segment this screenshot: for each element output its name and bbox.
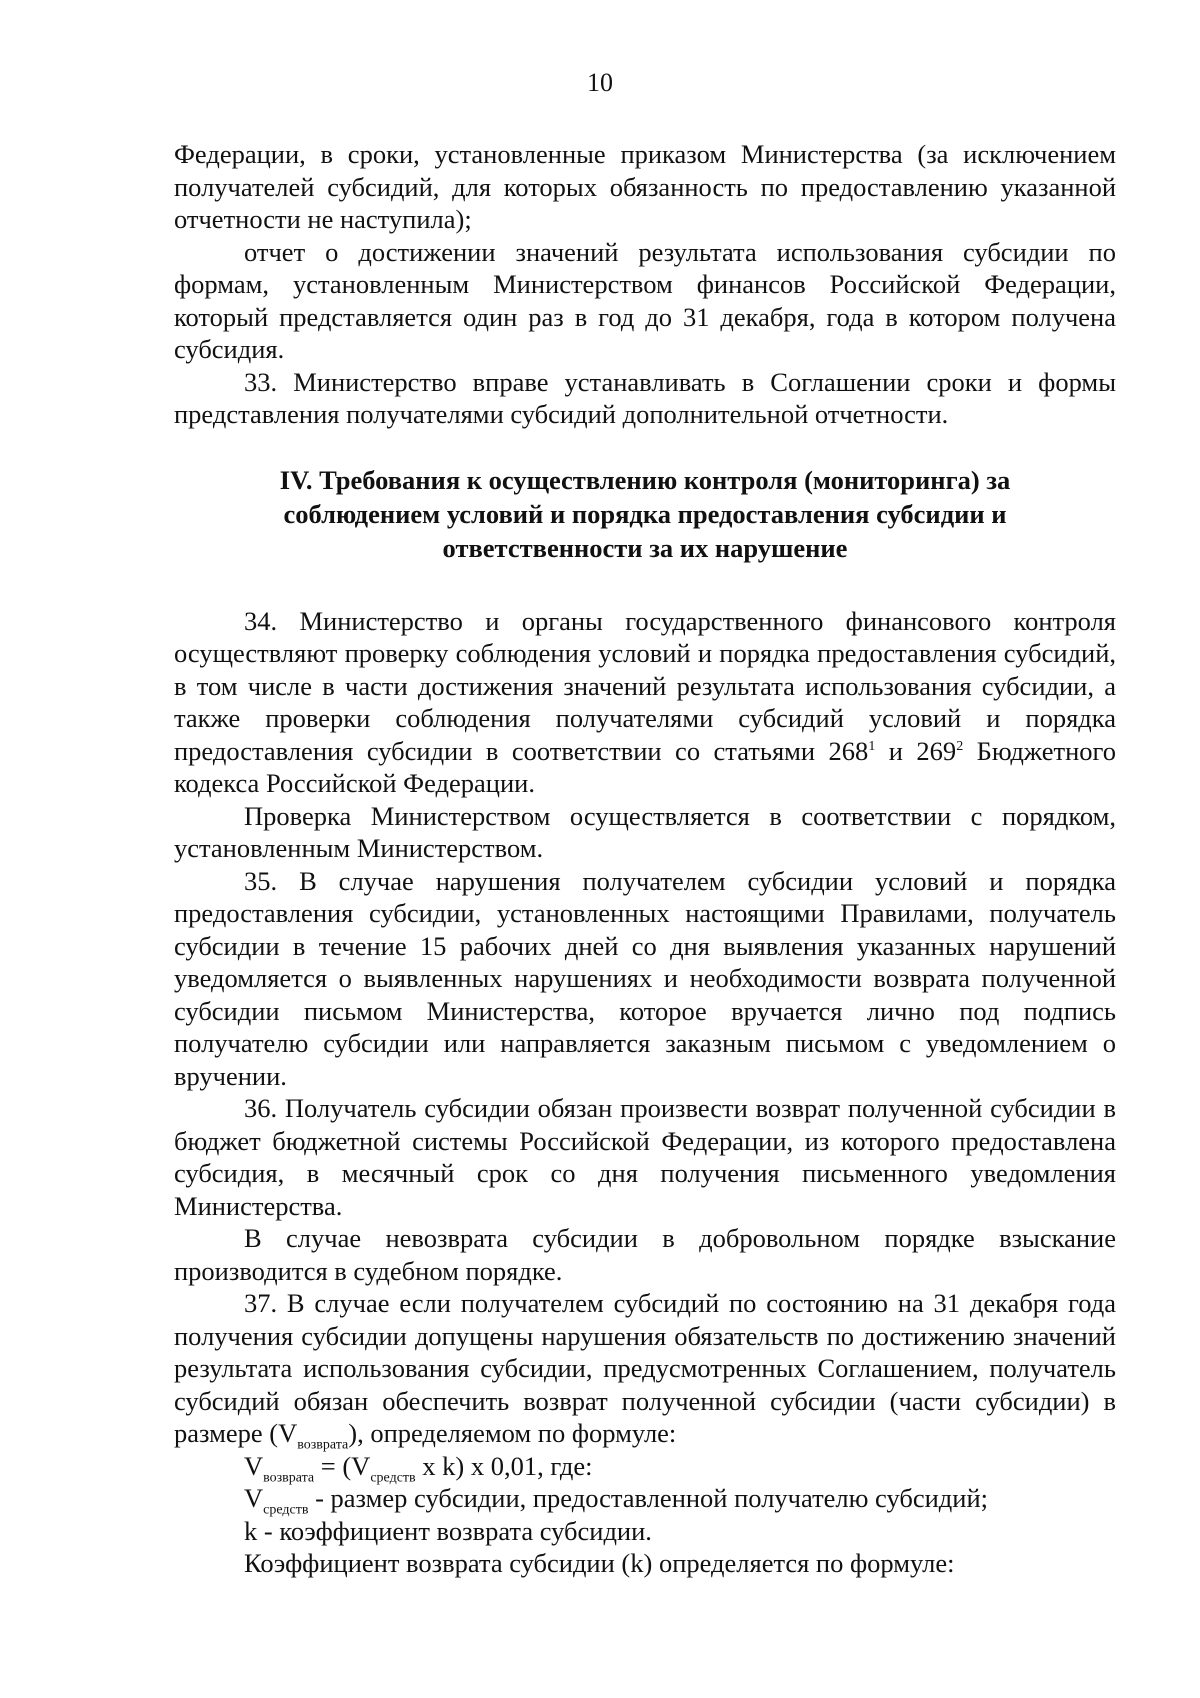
paragraph-coefficient: Коэффициент возврата субсидии (k) определяется по формуле: <box>244 1548 955 1578</box>
definition-funds: $V_{средств}$ - размер субсидии, предоставленной получателю субсидий; <box>244 1483 989 1518</box>
paragraph-37: 37. В случае если получателем субсидий по состоянию на 31 декабря года получения субсидии допущены нарушения обязательств по достижению значений результата использования субсидии, предусмотренных Соглашением, получатель субсидий обязан обеспечить возврат полученной субсидии (части субсидии) в размере $(V_{возврата})$, определяемом по формуле: <box>174 1288 1116 1453</box>
document-body <box>174 138 1116 1580</box>
paragraph-intro: Федерации, в сроки, установленные приказом Министерства (за исключением получателей субсидий, для которых обязанность по предоставлению указанной отчетности не наступила); <box>174 139 1116 234</box>
page-number: 10 <box>587 68 613 97</box>
paragraph-35: 35. В случае нарушения получателем субсидии условий и порядка предоставления субсидии, установленных настоящими Правилами, получатель субсидии в течение 15 рабочих дней со дня выявления указанных нарушений уведомляется о выявленных нарушениях и необходимости возврата полученной субсидии письмом Министерства, которое вручается лично под подпись получателю субсидии или направляется заказным письмом с уведомлением о вручении. <box>174 865 1116 1091</box>
definition-k: k - коэффициент возврата субсидии. <box>244 1515 652 1546</box>
section-heading: IV. Требования к осуществлению контроля (мониторинга) за соблюдением условий и порядка предоставления субсидии и ответственности за их нарушение <box>279 464 1011 563</box>
paragraph-34: 34. Министерство и органы государственного финансового контроля осуществляют проверку соблюдения условий и порядка предоставления субсидий, в том числе в части достижения значений результата использования субсидии, а также проверки соблюдения получателями субсидий условий и порядка предоставления субсидии в соответствии со статьями $268^1$ и $269^2$ Бюджетного кодекса Российской Федерации. <box>174 605 1116 798</box>
paragraph-court: В случае невозврата субсидии в добровольном порядке взыскание производится в судебном порядке. <box>174 1223 1116 1286</box>
paragraph-36: 36. Получатель субсидии обязан произвести возврат полученной субсидии в бюджет бюджетной системы Российской Федерации, из которого предоставлена субсидия, в месячный срок со дня получения письменного уведомления Министерства. <box>174 1093 1116 1221</box>
paragraph-report: отчет о достижении значений результата использования субсидии по формам, установленным Министерством финансов Российской Федерации, который представляется один раз в год до 31 декабря, года в котором получена субсидия. <box>174 236 1116 364</box>
paragraph-check: Проверка Министерством осуществляется в соответствии с порядком, установленным Министерством. <box>174 800 1116 863</box>
formula-return: $V_{возврата} = (V_{средств}$ x k) x 0,01, где: <box>244 1450 593 1485</box>
paragraph-33: 33. Министерство вправе устанавливать в Соглашении сроки и формы представления получателями субсидий дополнительной отчетности. <box>174 366 1116 429</box>
